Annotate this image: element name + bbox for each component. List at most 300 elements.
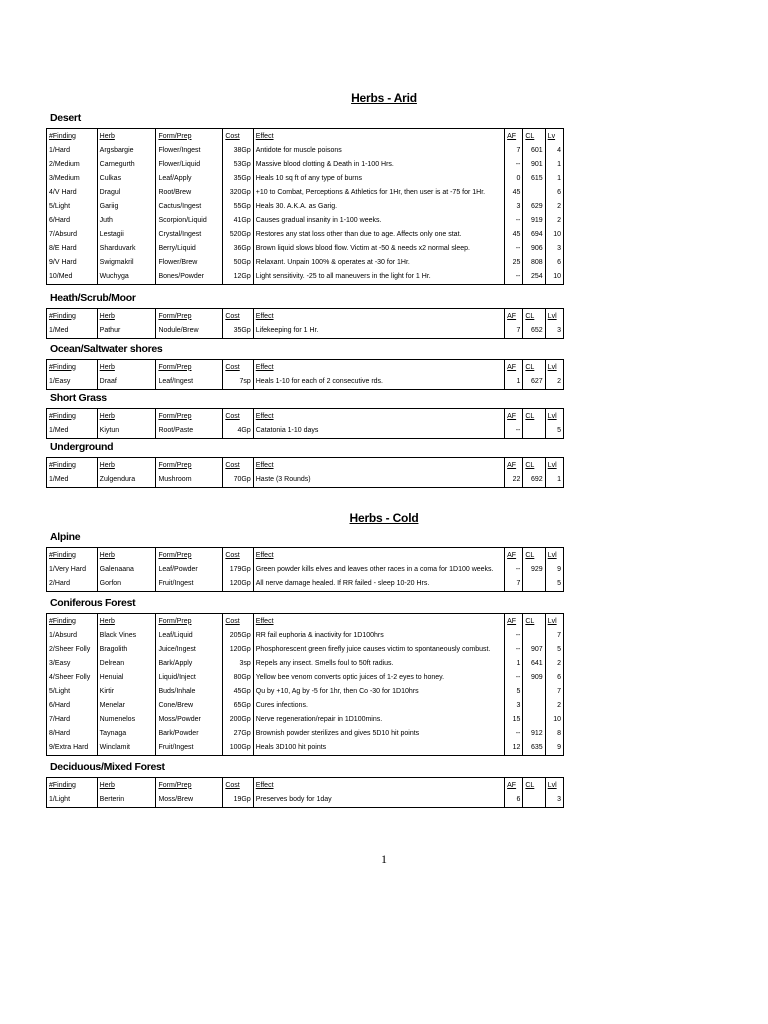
cell-cl: 692 <box>523 473 545 488</box>
cell-finding: 4/V Hard <box>47 186 98 200</box>
herb-table <box>46 308 564 339</box>
herb-table <box>46 457 564 488</box>
cell-effect: Repels any insect. Smells foul to 50ft radius. <box>253 657 504 671</box>
column-header-finding: #Finding <box>47 129 98 145</box>
cell-finding: 5/Light <box>47 685 98 699</box>
cell-form: Cone/Brew <box>156 699 223 713</box>
cell-form: Fruit/Ingest <box>156 577 223 592</box>
cell-cost: 35Gp <box>223 324 253 339</box>
table-row <box>47 713 564 727</box>
column-header-form: Form/Prep <box>156 409 223 425</box>
cell-af: 45 <box>505 228 523 242</box>
column-header-cost: Cost <box>223 360 253 376</box>
table-row <box>47 577 564 592</box>
column-header-cl: CL <box>523 360 545 376</box>
cell-finding: 2/Medium <box>47 158 98 172</box>
region-title: Deciduous/Mixed Forest <box>50 761 165 773</box>
cell-form: Bones/Powder <box>156 270 223 285</box>
cell-af: -- <box>505 158 523 172</box>
cell-cost: 41Gp <box>223 214 253 228</box>
cell-finding: 1/Med <box>47 324 98 339</box>
cell-lv: 9 <box>545 741 563 756</box>
cell-effect: Heals 3D100 hit points <box>253 741 504 756</box>
cell-cl <box>523 629 545 643</box>
column-header-lv: Lvl <box>545 548 563 564</box>
cell-cost: 320Gp <box>223 186 253 200</box>
cell-cost: 520Gp <box>223 228 253 242</box>
cell-finding: 1/Very Hard <box>47 563 98 577</box>
column-header-lv: Lv <box>545 129 563 145</box>
cell-herb: Henuial <box>97 671 156 685</box>
table-row <box>47 186 564 200</box>
cell-cost: 19Gp <box>223 793 253 808</box>
table-row <box>47 629 564 643</box>
column-header-af: AF <box>505 360 523 376</box>
cell-finding: 2/Hard <box>47 577 98 592</box>
cell-herb: Gariig <box>97 200 156 214</box>
herb-table <box>46 408 564 439</box>
cell-form: Buds/Inhale <box>156 685 223 699</box>
table-row <box>47 793 564 808</box>
column-header-finding: #Finding <box>47 309 98 325</box>
cell-cost: 70Gp <box>223 473 253 488</box>
cell-herb: Kiytun <box>97 424 156 439</box>
cell-af: 15 <box>505 713 523 727</box>
cell-finding: 10/Med <box>47 270 98 285</box>
cell-lv: 6 <box>545 671 563 685</box>
region-title: Ocean/Saltwater shores <box>50 343 163 355</box>
cell-effect: Relaxant. Unpain 100% & operates at -30 for 1Hr. <box>253 256 504 270</box>
cell-af: 6 <box>505 793 523 808</box>
table-row <box>47 699 564 713</box>
column-header-cost: Cost <box>223 129 253 145</box>
cell-af: 7 <box>505 144 523 158</box>
cell-lv: 2 <box>545 375 563 390</box>
cell-af: -- <box>505 242 523 256</box>
cell-af: -- <box>505 424 523 439</box>
cell-cl: 808 <box>523 256 545 270</box>
cell-lv: 7 <box>545 629 563 643</box>
cell-cl <box>523 699 545 713</box>
column-header-form: Form/Prep <box>156 309 223 325</box>
table-row <box>47 375 564 390</box>
cell-cl: 629 <box>523 200 545 214</box>
column-header-af: AF <box>505 409 523 425</box>
cell-cost: 120Gp <box>223 643 253 657</box>
cell-af: 25 <box>505 256 523 270</box>
cell-form: Liquid/Inject <box>156 671 223 685</box>
cell-cl: 912 <box>523 727 545 741</box>
column-header-effect: Effect <box>253 309 504 325</box>
cell-cl: 635 <box>523 741 545 756</box>
column-header-form: Form/Prep <box>156 360 223 376</box>
cell-effect: Lifekeeping for 1 Hr. <box>253 324 504 339</box>
cell-af: 22 <box>505 473 523 488</box>
cell-lv: 3 <box>545 242 563 256</box>
cell-herb: Zulgendura <box>97 473 156 488</box>
column-header-cl: CL <box>523 614 545 630</box>
column-header-finding: #Finding <box>47 614 98 630</box>
cell-finding: 6/Hard <box>47 214 98 228</box>
cell-herb: Lestagii <box>97 228 156 242</box>
table-header-row <box>47 129 564 145</box>
cell-af: 7 <box>505 577 523 592</box>
cell-finding: 9/Extra Hard <box>47 741 98 756</box>
cell-lv: 7 <box>545 685 563 699</box>
table-header-row <box>47 548 564 564</box>
table-header-row <box>47 614 564 630</box>
cell-finding: 4/Sheer Folly <box>47 671 98 685</box>
column-header-cost: Cost <box>223 548 253 564</box>
cell-af: -- <box>505 563 523 577</box>
table-row <box>47 671 564 685</box>
cell-finding: 1/Absurd <box>47 629 98 643</box>
column-header-form: Form/Prep <box>156 458 223 474</box>
cell-af: -- <box>505 270 523 285</box>
cell-effect: Green powder kills elves and leaves other races in a coma for 1D100 weeks. <box>253 563 504 577</box>
column-header-effect: Effect <box>253 409 504 425</box>
cell-effect: +10 to Combat, Perceptions & Athletics for 1Hr, then user is at -75 for 1Hr. <box>253 186 504 200</box>
cell-cost: 38Gp <box>223 144 253 158</box>
cell-cl: 906 <box>523 242 545 256</box>
column-header-cl: CL <box>523 778 545 794</box>
cell-herb: Argsbargie <box>97 144 156 158</box>
cell-herb: Gorfon <box>97 577 156 592</box>
column-header-effect: Effect <box>253 548 504 564</box>
column-header-cl: CL <box>523 548 545 564</box>
table-header-row <box>47 458 564 474</box>
cell-effect: Qu by +10, Ag by -5 for 1hr, then Co -30 for 1D10hrs <box>253 685 504 699</box>
cell-cl: 907 <box>523 643 545 657</box>
column-header-finding: #Finding <box>47 778 98 794</box>
cell-form: Bark/Powder <box>156 727 223 741</box>
cell-cost: 200Gp <box>223 713 253 727</box>
cell-effect: Light sensitivity. -25 to all maneuvers in the light for 1 Hr. <box>253 270 504 285</box>
column-header-cl: CL <box>523 458 545 474</box>
cell-lv: 3 <box>545 324 563 339</box>
cell-cl: 601 <box>523 144 545 158</box>
column-header-herb: Herb <box>97 409 156 425</box>
cell-lv: 6 <box>545 186 563 200</box>
cell-effect: Catatonia 1-10 days <box>253 424 504 439</box>
cell-finding: 3/Medium <box>47 172 98 186</box>
table-header-row <box>47 309 564 325</box>
cell-finding: 1/Med <box>47 473 98 488</box>
column-header-herb: Herb <box>97 614 156 630</box>
column-header-af: AF <box>505 458 523 474</box>
cell-herb: Dragul <box>97 186 156 200</box>
column-header-cl: CL <box>523 129 545 145</box>
column-header-herb: Herb <box>97 458 156 474</box>
cell-cost: 12Gp <box>223 270 253 285</box>
cell-effect: Yellow bee venom converts optic juices of 1-2 eyes to honey. <box>253 671 504 685</box>
cell-effect: RR fail euphoria & inactivity for 1D100hrs <box>253 629 504 643</box>
column-header-cost: Cost <box>223 778 253 794</box>
cell-cost: 50Gp <box>223 256 253 270</box>
cell-cl <box>523 685 545 699</box>
cell-af: 0 <box>505 172 523 186</box>
cell-form: Root/Paste <box>156 424 223 439</box>
cell-lv: 1 <box>545 473 563 488</box>
table-row <box>47 172 564 186</box>
cell-form: Leaf/Ingest <box>156 375 223 390</box>
cell-cost: 35Gp <box>223 172 253 186</box>
cell-cl: 254 <box>523 270 545 285</box>
cell-cost: 36Gp <box>223 242 253 256</box>
column-header-herb: Herb <box>97 360 156 376</box>
column-header-form: Form/Prep <box>156 778 223 794</box>
cell-cost: 7sp <box>223 375 253 390</box>
cell-effect: Heals 10 sq ft of any type of burns <box>253 172 504 186</box>
cell-finding: 1/Easy <box>47 375 98 390</box>
cell-lv: 10 <box>545 713 563 727</box>
table-row <box>47 242 564 256</box>
region-title: Underground <box>50 441 114 453</box>
table-row <box>47 324 564 339</box>
cell-cost: 120Gp <box>223 577 253 592</box>
cell-form: Berry/Liquid <box>156 242 223 256</box>
cell-cost: 80Gp <box>223 671 253 685</box>
cell-cl <box>523 713 545 727</box>
column-header-lv: Lvl <box>545 360 563 376</box>
table-header-row <box>47 778 564 794</box>
cell-cl <box>523 793 545 808</box>
cell-lv: 10 <box>545 270 563 285</box>
cell-cost: 53Gp <box>223 158 253 172</box>
column-header-finding: #Finding <box>47 458 98 474</box>
cell-form: Flower/Brew <box>156 256 223 270</box>
cell-effect: Brownish powder sterilizes and gives 5D10 hit points <box>253 727 504 741</box>
cell-form: Root/Brew <box>156 186 223 200</box>
column-header-af: AF <box>505 614 523 630</box>
cell-finding: 1/Med <box>47 424 98 439</box>
cell-af: 5 <box>505 685 523 699</box>
cell-cost: 100Gp <box>223 741 253 756</box>
cell-finding: 7/Hard <box>47 713 98 727</box>
table-row <box>47 424 564 439</box>
cell-form: Nodule/Brew <box>156 324 223 339</box>
cell-herb: Pathur <box>97 324 156 339</box>
cell-finding: 5/Light <box>47 200 98 214</box>
cell-form: Flower/Ingest <box>156 144 223 158</box>
cell-form: Leaf/Liquid <box>156 629 223 643</box>
table-row <box>47 144 564 158</box>
cell-af: 12 <box>505 741 523 756</box>
cell-form: Crystal/Ingest <box>156 228 223 242</box>
table-row <box>47 256 564 270</box>
cell-form: Leaf/Apply <box>156 172 223 186</box>
cell-effect: Preserves body for 1day <box>253 793 504 808</box>
cell-herb: Berterin <box>97 793 156 808</box>
cell-form: Cactus/Ingest <box>156 200 223 214</box>
cell-herb: Wuchyga <box>97 270 156 285</box>
section-title: Herbs - Cold <box>349 511 419 525</box>
region-title: Alpine <box>50 531 81 543</box>
cell-lv: 2 <box>545 657 563 671</box>
column-header-lv: Lvl <box>545 458 563 474</box>
cell-lv: 1 <box>545 172 563 186</box>
cell-finding: 8/Hard <box>47 727 98 741</box>
cell-cl: 652 <box>523 324 545 339</box>
cell-finding: 7/Absurd <box>47 228 98 242</box>
cell-herb: Menelar <box>97 699 156 713</box>
cell-effect: Massive blood clotting & Death in 1-100 Hrs. <box>253 158 504 172</box>
cell-effect: Cures infections. <box>253 699 504 713</box>
section-title: Herbs - Arid <box>351 91 417 105</box>
cell-cost: 65Gp <box>223 699 253 713</box>
column-header-form: Form/Prep <box>156 129 223 145</box>
cell-cl: 919 <box>523 214 545 228</box>
cell-lv: 2 <box>545 214 563 228</box>
cell-form: Juice/Ingest <box>156 643 223 657</box>
cell-cost: 55Gp <box>223 200 253 214</box>
cell-form: Bark/Apply <box>156 657 223 671</box>
herb-table <box>46 777 564 808</box>
cell-cl <box>523 186 545 200</box>
cell-effect: Phosphorescent green firefly juice causes victim to spontaneously combust. <box>253 643 504 657</box>
cell-cost: 179Gp <box>223 563 253 577</box>
cell-effect: Restores any stat loss other than due to age. Affects only one stat. <box>253 228 504 242</box>
region-title: Short Grass <box>50 392 107 404</box>
cell-finding: 1/Hard <box>47 144 98 158</box>
cell-lv: 8 <box>545 727 563 741</box>
cell-af: 3 <box>505 200 523 214</box>
table-header-row <box>47 360 564 376</box>
cell-lv: 5 <box>545 643 563 657</box>
cell-herb: Draaf <box>97 375 156 390</box>
cell-finding: 9/V Hard <box>47 256 98 270</box>
cell-herb: Juth <box>97 214 156 228</box>
cell-herb: Delrean <box>97 657 156 671</box>
cell-form: Fruit/Ingest <box>156 741 223 756</box>
cell-finding: 1/Light <box>47 793 98 808</box>
cell-herb: Kirtir <box>97 685 156 699</box>
cell-herb: Bragolith <box>97 643 156 657</box>
table-row <box>47 214 564 228</box>
cell-cl <box>523 424 545 439</box>
cell-herb: Culkas <box>97 172 156 186</box>
cell-herb: Sharduvark <box>97 242 156 256</box>
cell-herb: Numenelos <box>97 713 156 727</box>
cell-lv: 5 <box>545 424 563 439</box>
cell-af: 7 <box>505 324 523 339</box>
cell-af: -- <box>505 214 523 228</box>
column-header-cost: Cost <box>223 458 253 474</box>
cell-cost: 27Gp <box>223 727 253 741</box>
region-title: Heath/Scrub/Moor <box>50 292 136 304</box>
column-header-effect: Effect <box>253 614 504 630</box>
column-header-herb: Herb <box>97 548 156 564</box>
table-row <box>47 228 564 242</box>
column-header-cost: Cost <box>223 309 253 325</box>
column-header-cost: Cost <box>223 614 253 630</box>
herb-table <box>46 613 564 756</box>
cell-herb: Taynaga <box>97 727 156 741</box>
table-header-row <box>47 409 564 425</box>
column-header-finding: #Finding <box>47 360 98 376</box>
column-header-lv: Lvl <box>545 309 563 325</box>
cell-form: Flower/Liquid <box>156 158 223 172</box>
cell-af: -- <box>505 629 523 643</box>
column-header-finding: #Finding <box>47 409 98 425</box>
cell-af: -- <box>505 671 523 685</box>
table-row <box>47 473 564 488</box>
column-header-effect: Effect <box>253 458 504 474</box>
cell-effect: Heals 30. A.K.A. as Garig. <box>253 200 504 214</box>
cell-cl <box>523 577 545 592</box>
table-row <box>47 685 564 699</box>
cell-cl: 929 <box>523 563 545 577</box>
cell-lv: 4 <box>545 144 563 158</box>
herb-table <box>46 547 564 592</box>
table-row <box>47 643 564 657</box>
cell-af: 1 <box>505 657 523 671</box>
column-header-cl: CL <box>523 409 545 425</box>
cell-cl: 641 <box>523 657 545 671</box>
column-header-lv: Lvl <box>545 778 563 794</box>
cell-effect: All nerve damage healed. If RR failed - sleep 10-20 Hrs. <box>253 577 504 592</box>
cell-finding: 2/Sheer Folly <box>47 643 98 657</box>
cell-finding: 6/Hard <box>47 699 98 713</box>
cell-finding: 3/Easy <box>47 657 98 671</box>
column-header-cost: Cost <box>223 409 253 425</box>
cell-form: Moss/Powder <box>156 713 223 727</box>
cell-cl: 901 <box>523 158 545 172</box>
column-header-finding: #Finding <box>47 548 98 564</box>
cell-cost: 45Gp <box>223 685 253 699</box>
table-row <box>47 270 564 285</box>
column-header-form: Form/Prep <box>156 614 223 630</box>
cell-af: 3 <box>505 699 523 713</box>
cell-effect: Causes gradual insanity in 1-100 weeks. <box>253 214 504 228</box>
cell-effect: Nerve regeneration/repair in 1D100mins. <box>253 713 504 727</box>
cell-effect: Haste (3 Rounds) <box>253 473 504 488</box>
table-row <box>47 741 564 756</box>
cell-effect: Brown liquid slows blood flow. Victim at -50 & needs x2 normal sleep. <box>253 242 504 256</box>
cell-cost: 3sp <box>223 657 253 671</box>
cell-af: -- <box>505 727 523 741</box>
column-header-effect: Effect <box>253 778 504 794</box>
table-row <box>47 158 564 172</box>
cell-lv: 3 <box>545 793 563 808</box>
cell-lv: 10 <box>545 228 563 242</box>
table-row <box>47 657 564 671</box>
table-row <box>47 200 564 214</box>
cell-effect: Antidote for muscle poisons <box>253 144 504 158</box>
column-header-af: AF <box>505 778 523 794</box>
cell-lv: 2 <box>545 699 563 713</box>
column-header-af: AF <box>505 548 523 564</box>
cell-lv: 6 <box>545 256 563 270</box>
column-header-form: Form/Prep <box>156 548 223 564</box>
cell-herb: Swigmakril <box>97 256 156 270</box>
column-header-effect: Effect <box>253 360 504 376</box>
cell-lv: 9 <box>545 563 563 577</box>
table-row <box>47 727 564 741</box>
cell-cost: 205Gp <box>223 629 253 643</box>
cell-herb: Winclamit <box>97 741 156 756</box>
column-header-lv: Lvl <box>545 614 563 630</box>
cell-finding: 8/E Hard <box>47 242 98 256</box>
cell-herb: Black Vines <box>97 629 156 643</box>
region-title: Coniferous Forest <box>50 597 136 609</box>
cell-form: Moss/Brew <box>156 793 223 808</box>
column-header-herb: Herb <box>97 129 156 145</box>
region-title: Desert <box>50 112 81 124</box>
cell-lv: 2 <box>545 200 563 214</box>
column-header-herb: Herb <box>97 778 156 794</box>
cell-lv: 5 <box>545 577 563 592</box>
